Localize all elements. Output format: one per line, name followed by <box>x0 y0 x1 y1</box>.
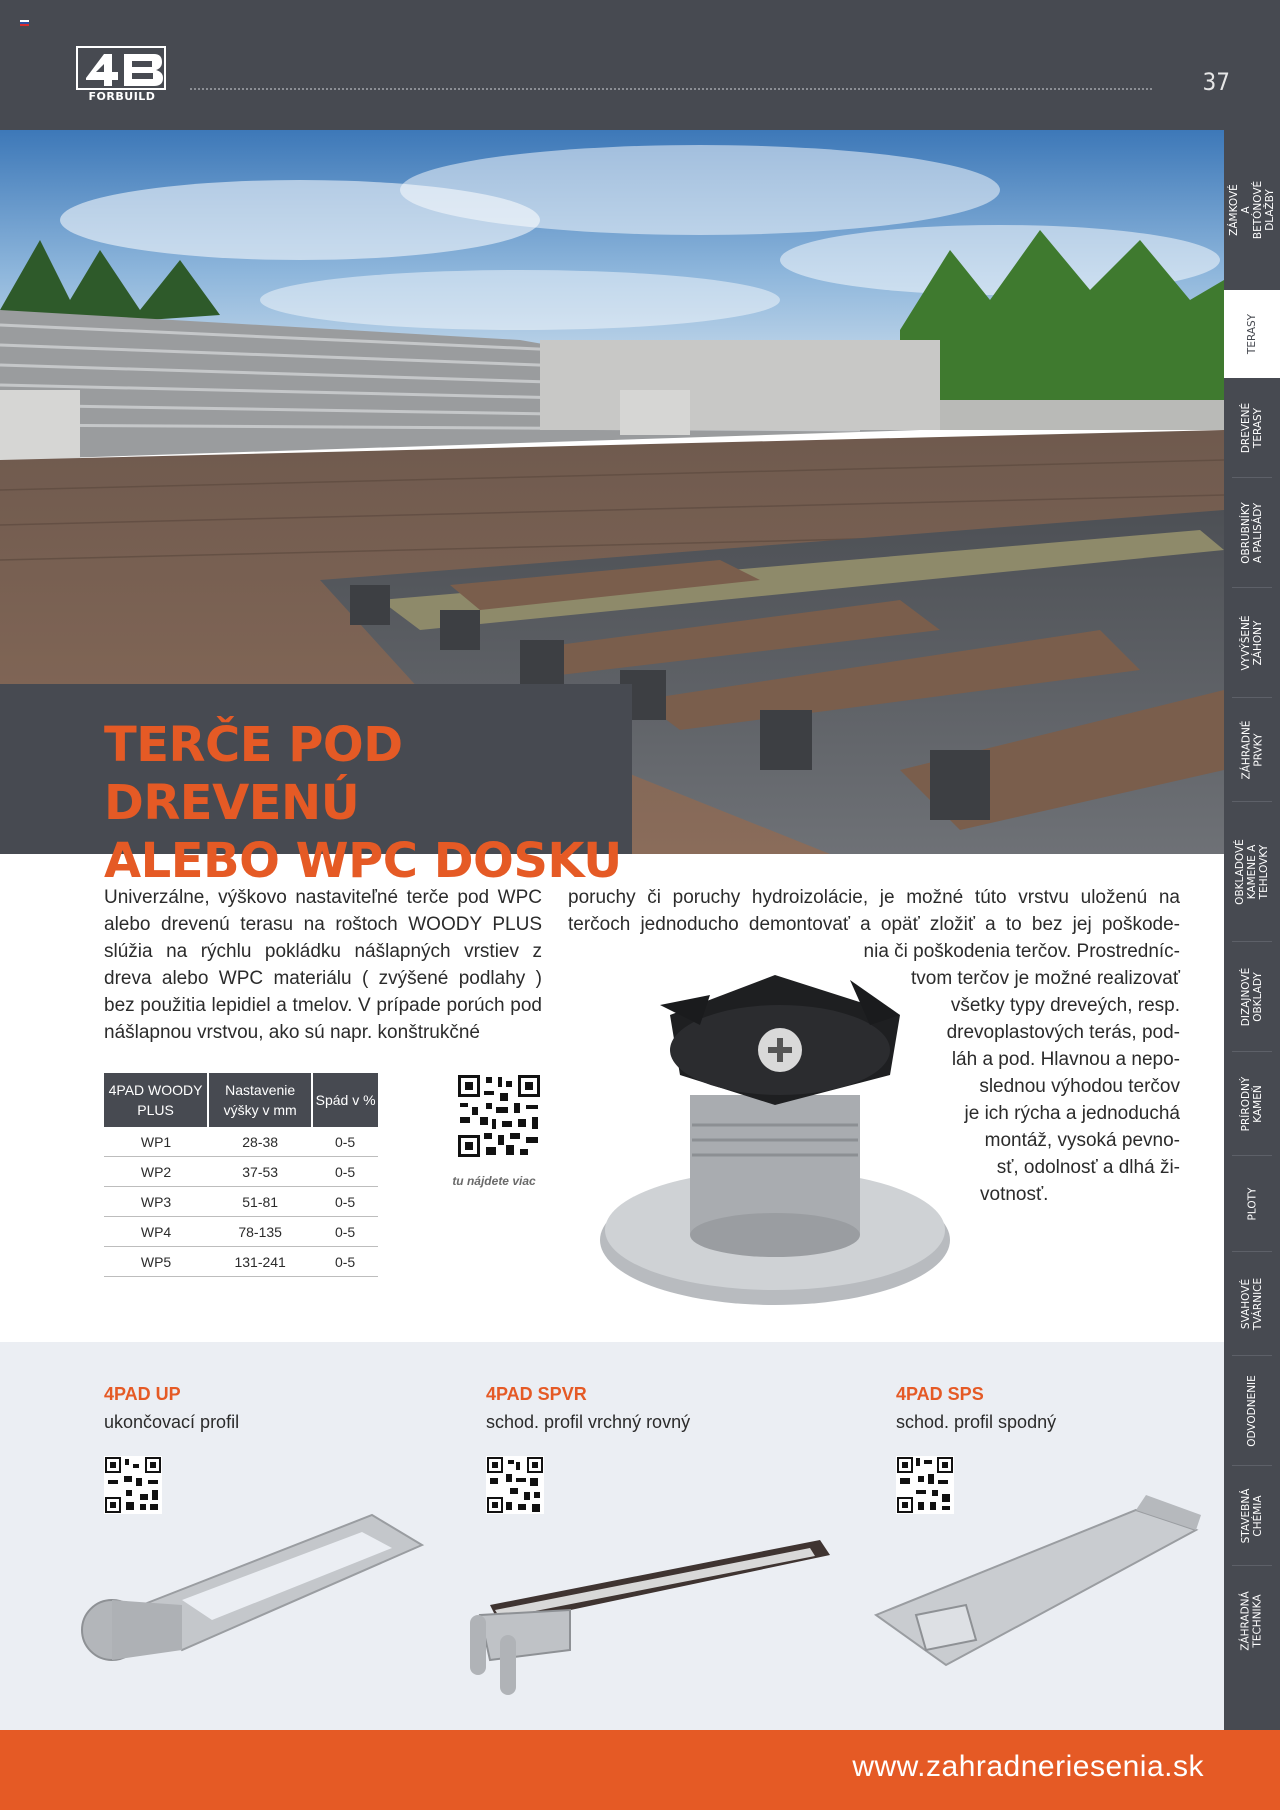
product-card-4pad-up[interactable] <box>104 1383 239 1435</box>
table-cell: 0-5 <box>312 1187 378 1217</box>
table-cell: 0-5 <box>312 1247 378 1277</box>
sidebar-item-drevene-terasy[interactable]: DREVENÉ TERASY <box>1224 378 1280 478</box>
body-line: montáž, vysoká pevno- <box>984 1130 1180 1151</box>
table-header: 4PAD WOODY PLUS <box>104 1073 208 1127</box>
sidebar-item-zahradna-technika[interactable]: ZÁHRADNÁ TECHNIKA <box>1240 1591 1265 1651</box>
flag-icon <box>20 20 29 26</box>
table-cell: 37-53 <box>208 1157 312 1187</box>
header-divider <box>190 88 1152 90</box>
body-line: terčoch jednoducho demontovať a opäť zložiť a to bez jej poškode- <box>568 914 1180 935</box>
sidebar-item-odvodnenie[interactable]: ODVODNENIE <box>1224 1356 1280 1466</box>
table-row <box>104 1247 378 1277</box>
category-sidebar <box>1224 130 1280 1730</box>
body-line: drevoplastových terás, pod- <box>946 1022 1180 1043</box>
page-number: 37 <box>1202 68 1230 96</box>
table-cell: WP1 <box>104 1127 208 1157</box>
table-cell: WP3 <box>104 1187 208 1217</box>
sidebar-item-stavebna-chemia[interactable]: STAVEBNÁ CHÉMIA <box>1224 1466 1280 1566</box>
qr-code-4pad-spvr[interactable] <box>486 1456 544 1514</box>
table-cell: 0-5 <box>312 1157 378 1187</box>
table-cell: WP4 <box>104 1217 208 1247</box>
sidebar-item-obkladove-kamene[interactable]: OBKLADOVÉ KAMENE A TEHLOVKY <box>1224 802 1280 942</box>
body-text-column-1: Univerzálne, výškovo nastaviteľné terče pod WPC alebo drevenú terasu na roštoch WOODY PLUS slúžia na rýchlu pokládku nášlapných vrstiev z dreva alebo WPC materiálu ( zvýšené podlahy ) bez použitia lepidiel a tmelov. V prípade porúch pod nášlapnou vrstvou, ako sú napr. konštrukčné <box>104 887 542 1043</box>
product-description: schod. profil vrchný rovný <box>486 1412 691 1432</box>
product-name: 4PAD SPVR <box>486 1384 587 1404</box>
profile-spvr-image <box>450 1520 830 1700</box>
body-line: je ich rýcha a jednoduchá <box>964 1103 1180 1124</box>
spec-table <box>104 1073 378 1277</box>
qr-code-main[interactable] <box>456 1073 542 1159</box>
body-line: nia či poškodenia terčov. Prostredníc- <box>863 941 1180 962</box>
product-card-4pad-spvr[interactable] <box>486 1383 690 1435</box>
table-row <box>104 1127 378 1157</box>
title-box <box>0 684 632 889</box>
qr-caption: tu nájdete viac <box>452 1174 536 1188</box>
table-cell: 78-135 <box>208 1217 312 1247</box>
sidebar-item-prirodny-kamen[interactable]: PRÍRODNÝ KAMEŇ <box>1224 1052 1280 1156</box>
table-cell: WP5 <box>104 1247 208 1277</box>
body-line: votnosť. <box>980 1184 1049 1205</box>
title-line-1: TERČE POD DREVENÚ <box>104 717 403 831</box>
pedestal-product-image <box>600 955 960 1315</box>
table-cell: 51-81 <box>208 1187 312 1217</box>
page-title <box>104 716 632 890</box>
body-line: všetky typy dreveých, resp. <box>950 995 1180 1016</box>
sidebar-item-svahove-tvarnice[interactable]: SVAHOVÉ TVÁRNICE <box>1224 1252 1280 1356</box>
qr-code-4pad-up[interactable] <box>104 1456 162 1514</box>
table-header: Nastavenie výšky v mm <box>208 1073 312 1127</box>
product-name: 4PAD SPS <box>896 1384 984 1404</box>
sidebar-item-zamkove-dlazby[interactable]: ZÁMKOVÉ A BETÓNOVÉ DLAŽBY <box>1228 180 1277 240</box>
table-cell: 28-38 <box>208 1127 312 1157</box>
body-line: slednou výhodou terčov <box>979 1076 1180 1097</box>
brand-logo[interactable] <box>76 46 168 104</box>
table-cell: WP2 <box>104 1157 208 1187</box>
body-line: poruchy či poruchy hydroizolácie, je možné túto vrstvu uloženú na <box>568 887 1180 908</box>
sidebar-item-obrubniky[interactable]: OBRUBNÍKY A PALISÁDY <box>1224 478 1280 588</box>
body-line: tvom terčov je možné realizovať <box>910 968 1180 989</box>
brand-name: FORBUILD <box>88 90 156 103</box>
table-row <box>104 1157 378 1187</box>
table-header: Spád v % <box>312 1073 378 1127</box>
table-cell: 0-5 <box>312 1127 378 1157</box>
sidebar-item-zahradne-prvky[interactable]: ZÁHRADNÉ PRVKY <box>1224 698 1280 802</box>
table-cell: 0-5 <box>312 1217 378 1247</box>
sidebar-item-vyvysene-zahony[interactable]: VYVÝŠENÉ ZÁHONY <box>1224 588 1280 698</box>
product-name: 4PAD UP <box>104 1384 181 1404</box>
table-header-row <box>104 1073 378 1127</box>
profile-up-image <box>72 1510 432 1700</box>
product-card-4pad-sps[interactable] <box>896 1383 1056 1435</box>
profile-sps-image <box>856 1490 1206 1690</box>
table-row <box>104 1217 378 1247</box>
body-line: sť, odolnosť a dlhá ži- <box>996 1157 1180 1178</box>
title-line-2: ALEBO WPC DOSKU <box>104 833 622 889</box>
table-cell: 131-241 <box>208 1247 312 1277</box>
sidebar-item-ploty[interactable]: PLOTY <box>1224 1156 1280 1252</box>
sidebar-item-dizajnove-obklady[interactable]: DIZAJNOVÉ OBKLADY <box>1224 942 1280 1052</box>
header-bar <box>0 0 1280 130</box>
product-description: ukončovací profil <box>104 1412 240 1432</box>
sidebar-item-terasy[interactable]: TERASY <box>1224 290 1280 378</box>
product-description: schod. profil spodný <box>896 1412 1057 1432</box>
table-row <box>104 1187 378 1217</box>
footer-bar <box>0 1730 1280 1810</box>
website-link[interactable]: www.zahradneriesenia.sk <box>852 1750 1204 1783</box>
body-line: láh a pod. Hlavnou a nepo- <box>951 1049 1180 1070</box>
